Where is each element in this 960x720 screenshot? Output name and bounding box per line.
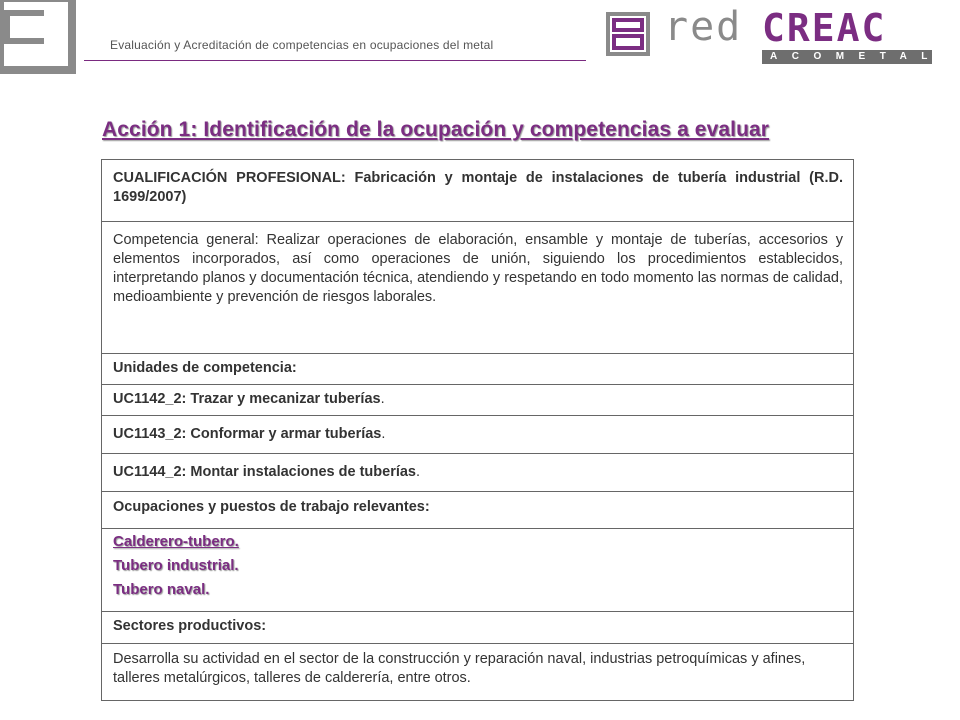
header-tagline: Evaluación y Acreditación de competencias en ocupaciones del metal — [110, 38, 494, 52]
unit-row-3 — [102, 454, 853, 492]
logo-text-red: red — [664, 4, 743, 50]
sectors-row: Desarrolla su actividad en el sector de la construcción y reparación naval, industrias petroquímicas y afines, talleres metalúrgicos, talleres de calderería, entre otros. — [102, 644, 853, 701]
unit-end: . — [381, 426, 386, 442]
occupations-heading-row: Ocupaciones y puestos de trabajo relevantes: — [102, 492, 853, 529]
page-title: Acción 1: Identificación de la ocupación y competencias a evaluar — [102, 118, 770, 141]
units-heading-row: Unidades de competencia: — [102, 354, 853, 385]
unit-end: . — [380, 391, 385, 407]
competence-table — [101, 159, 854, 701]
logo-text-creac: CREAC — [762, 6, 887, 50]
redcreac-logo — [606, 4, 942, 64]
header-divider — [84, 60, 586, 61]
qualification-row: CUALIFICACIÓN PROFESIONAL: Fabricación y montaje de instalaciones de tubería industrial (R.D. 1699/2007) — [102, 160, 853, 222]
occupation-item: Calderero-tubero. — [113, 533, 239, 550]
occupation-item: Tubero naval. — [113, 581, 210, 598]
unit-row-1 — [102, 385, 853, 416]
logo-mark-icon — [606, 12, 650, 56]
corner-square-logo — [0, 0, 76, 74]
logo-band-acometal: ACOMETAL — [762, 50, 932, 64]
unit-end: . — [416, 464, 421, 480]
occupation-item: Tubero industrial. — [113, 557, 239, 574]
general-competence-row: Competencia general: Realizar operaciones de elaboración, ensamble y montaje de tuberías, accesorios y elementos incorporados, así como operaciones de unión, siguiendo los procedimientos establecidos, interpretando planos y documentación técnica, atendiendo y respetando en todo momento las normas de calidad, medioambiente y prevención de riesgos laborales. — [102, 222, 853, 354]
unit-code: UC1142_2: Trazar y mecanizar tuberías — [113, 391, 381, 407]
unit-row-2 — [102, 416, 853, 454]
unit-code: UC1143_2: Conformar y armar tuberías — [113, 426, 382, 442]
occupations-row — [102, 529, 853, 612]
sectors-heading-row: Sectores productivos: — [102, 612, 853, 644]
unit-code: UC1144_2: Montar instalaciones de tuberías — [113, 464, 416, 480]
